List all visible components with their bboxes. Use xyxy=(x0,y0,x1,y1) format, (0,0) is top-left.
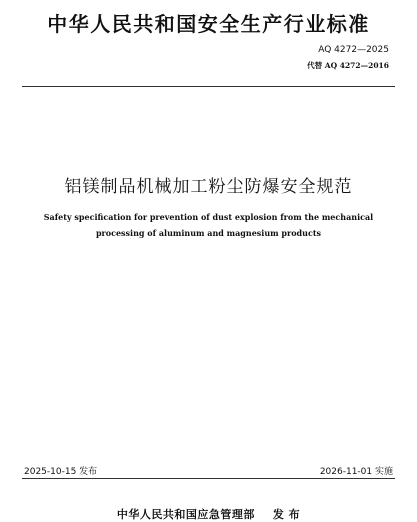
replaces-standard: 代替 AQ 4272—2016 xyxy=(307,61,389,70)
top-divider xyxy=(22,86,395,87)
document-title-chinese: 铝镁制品机械加工粉尘防爆安全规范 xyxy=(64,177,353,197)
document-title-english xyxy=(30,209,387,241)
title-english-line-1: Safety specification for prevention of dust explosion from the mechanical xyxy=(43,212,374,222)
standard-number: AQ 4272—2025 xyxy=(318,45,389,55)
publisher-line xyxy=(0,506,417,522)
implementation-date: 2026-11-01 实施 xyxy=(319,467,393,477)
publish-label: 发 布 xyxy=(272,508,301,521)
issue-date: 2025-10-15 发布 xyxy=(24,467,98,477)
title-english-line-2: processing of aluminum and magnesium products xyxy=(95,228,322,238)
bottom-divider xyxy=(22,478,395,479)
standard-category-title: 中华人民共和国安全生产行业标准 xyxy=(47,12,370,36)
publisher-name: 中华人民共和国应急管理部 xyxy=(116,508,255,521)
